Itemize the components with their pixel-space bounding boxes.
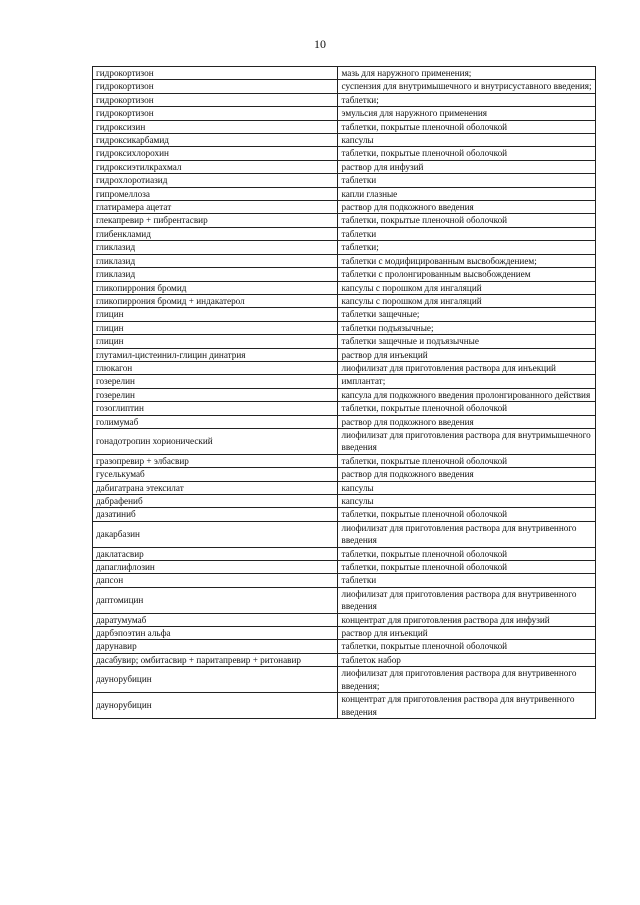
table-row [93,254,596,267]
dosage-form-cell: капсула для подкожного введения пролонгированного действия [338,388,596,401]
drug-name-cell: дарунавир [93,640,338,653]
table-row [93,508,596,521]
drug-name-cell: глицин [93,321,338,334]
table-row [93,428,596,454]
table-row [93,107,596,120]
table-row [93,693,596,719]
dosage-form-cell: таблетки, покрытые пленочной оболочкой [338,640,596,653]
table-row [93,454,596,467]
dosage-form-cell: таблетки, покрытые пленочной оболочкой [338,547,596,560]
drug-name-cell: гидрокортизон [93,93,338,106]
dosage-form-cell: таблетки; [338,241,596,254]
table-row [93,640,596,653]
table-row [93,627,596,640]
table-row [93,67,596,80]
drug-name-cell: гозоглиптин [93,402,338,415]
dosage-form-cell: раствор для подкожного введения [338,468,596,481]
table-row [93,335,596,348]
drug-name-cell: гидрокортизон [93,67,338,80]
drug-name-cell: гидрокортизон [93,107,338,120]
table-row [93,241,596,254]
drug-name-cell: гликопиррония бромид + индакатерол [93,294,338,307]
dosage-form-cell: раствор для инфузий [338,160,596,173]
drug-name-cell: гуселькумаб [93,468,338,481]
dosage-form-cell: таблетки, покрытые пленочной оболочкой [338,214,596,227]
table-row [93,93,596,106]
drug-name-cell: гозерелин [93,375,338,388]
dosage-form-cell: таблеток набор [338,653,596,666]
dosage-form-cell: лиофилизат для приготовления раствора для внутривенного введения; [338,667,596,693]
dosage-form-cell: таблетки с пролонгированным высвобождением [338,268,596,281]
dosage-form-cell: таблетки, покрытые пленочной оболочкой [338,402,596,415]
table-row [93,227,596,240]
table-row [93,281,596,294]
table-row [93,268,596,281]
drug-name-cell: глицин [93,308,338,321]
drug-name-cell: глюкагон [93,361,338,374]
table-row [93,415,596,428]
drug-name-cell: дарбэпоэтин альфа [93,627,338,640]
table-row [93,134,596,147]
table-row [93,214,596,227]
drug-name-cell: даратумумаб [93,613,338,626]
dosage-form-cell: таблетки защечные и подъязычные [338,335,596,348]
drug-name-cell: гидроксиэтилкрахмал [93,160,338,173]
drug-name-cell: гидроксизин [93,120,338,133]
table-row [93,80,596,93]
table-row [93,653,596,666]
table-row [93,308,596,321]
table-row [93,521,596,547]
drug-name-cell: дабигатрана этексилат [93,481,338,494]
dosage-form-cell: капсулы [338,134,596,147]
dosage-form-cell: раствор для инъекций [338,627,596,640]
dosage-form-cell: лиофилизат для приготовления раствора для инъекций [338,361,596,374]
dosage-form-cell: таблетки, покрытые пленочной оболочкой [338,147,596,160]
drug-name-cell: гонадотропин хорионический [93,428,338,454]
dosage-form-cell: таблетки, покрытые пленочной оболочкой [338,120,596,133]
dosage-form-cell: таблетки, покрытые пленочной оболочкой [338,508,596,521]
drug-name-cell: дапсон [93,574,338,587]
dosage-form-cell: лиофилизат для приготовления раствора для внутривенного введения [338,521,596,547]
drug-name-cell: дазатиниб [93,508,338,521]
drug-name-cell: гидрохлоротиазид [93,174,338,187]
dosage-form-cell: таблетки [338,227,596,240]
table-row [93,388,596,401]
dosage-form-cell: концентрат для приготовления раствора для внутривенного введения [338,693,596,719]
dosage-form-cell: таблетки с модифицированным высвобождением; [338,254,596,267]
dosage-form-cell: капсулы [338,495,596,508]
drug-name-cell: глицин [93,335,338,348]
drug-name-cell: дапаглифлозин [93,561,338,574]
dosage-form-cell: капсулы с порошком для ингаляций [338,281,596,294]
table-row [93,561,596,574]
table-row [93,468,596,481]
drug-name-cell: гипромеллоза [93,187,338,200]
dosage-form-cell: раствор для инъекций [338,348,596,361]
dosage-form-cell: таблетки; [338,93,596,106]
table-row [93,495,596,508]
drug-name-cell: глибенкламид [93,227,338,240]
drug-name-cell: гидроксихлорохин [93,147,338,160]
dosage-form-cell: таблетки, покрытые пленочной оболочкой [338,561,596,574]
drug-name-cell: гликлазид [93,254,338,267]
table-row [93,402,596,415]
table-row [93,587,596,613]
page-number: 10 [314,37,326,51]
table-row [93,294,596,307]
dosage-form-cell: таблетки [338,574,596,587]
drug-name-cell: гликлазид [93,268,338,281]
drug-name-cell: глатирамера ацетат [93,201,338,214]
dosage-form-cell: концентрат для приготовления раствора для инфузий [338,613,596,626]
drug-name-cell: гразопревир + элбасвир [93,454,338,467]
drug-name-cell: голимумаб [93,415,338,428]
dosage-form-cell: мазь для наружного применения; [338,67,596,80]
drug-name-cell: гидрокортизон [93,80,338,93]
table-row [93,174,596,187]
table-row [93,574,596,587]
table-row [93,361,596,374]
drug-name-cell: дакарбазин [93,521,338,547]
table-row [93,160,596,173]
dosage-form-cell: таблетки защечные; [338,308,596,321]
table-row [93,667,596,693]
drug-name-cell: дасабувир; омбитасвир + паритапревир + ритонавир [93,653,338,666]
drug-name-cell: глекапревир + пибрентасвир [93,214,338,227]
drug-name-cell: даклатасвир [93,547,338,560]
dosage-form-cell: капсулы [338,481,596,494]
table-row [93,321,596,334]
dosage-form-cell: капсулы с порошком для ингаляций [338,294,596,307]
dosage-form-cell: капли глазные [338,187,596,200]
drug-name-cell: гидроксикарбамид [93,134,338,147]
dosage-form-cell: таблетки подъязычные; [338,321,596,334]
dosage-form-cell: лиофилизат для приготовления раствора для внутривенного введения [338,587,596,613]
drug-name-cell: даунорубицин [93,693,338,719]
dosage-form-cell: таблетки, покрытые пленочной оболочкой [338,454,596,467]
drug-table-body [93,67,596,719]
drug-name-cell: даунорубицин [93,667,338,693]
drug-name-cell: даптомицин [93,587,338,613]
drug-name-cell: дабрафениб [93,495,338,508]
table-row [93,120,596,133]
table-row [93,201,596,214]
dosage-form-cell: эмульсия для наружного применения [338,107,596,120]
dosage-form-cell: таблетки [338,174,596,187]
drug-name-cell: гликопиррония бромид [93,281,338,294]
table-row [93,547,596,560]
table-row [93,348,596,361]
dosage-form-cell: раствор для подкожного введения [338,415,596,428]
dosage-form-cell: раствор для подкожного введения [338,201,596,214]
dosage-form-cell: лиофилизат для приготовления раствора для внутримышечного введения [338,428,596,454]
table-row [93,375,596,388]
drug-name-cell: гозерелин [93,388,338,401]
drug-name-cell: гликлазид [93,241,338,254]
table-row [93,481,596,494]
table-row [93,147,596,160]
dosage-form-cell: суспензия для внутримышечного и внутрисуставного введения; [338,80,596,93]
drug-table [92,66,596,719]
dosage-form-cell: имплантат; [338,375,596,388]
table-row [93,187,596,200]
drug-name-cell: глутамил-цистеинил-глицин динатрия [93,348,338,361]
table-row [93,613,596,626]
